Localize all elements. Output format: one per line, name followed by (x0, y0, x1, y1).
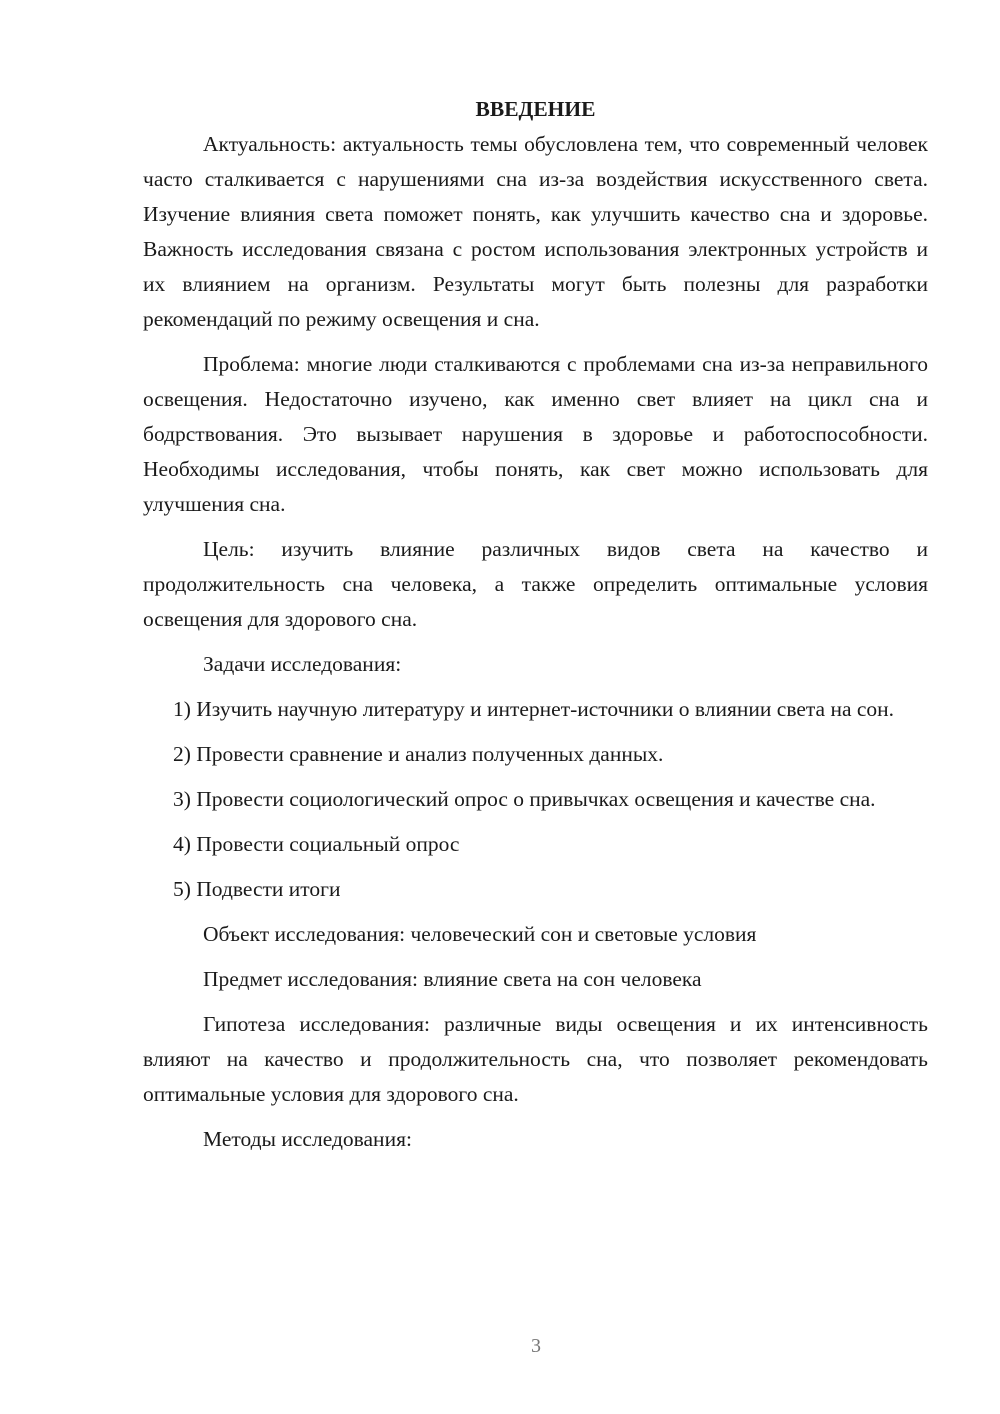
task-item-5: 5) Подвести итоги (173, 877, 341, 901)
research-subject: Предмет исследования: влияние света на сон человека (203, 967, 702, 991)
task-item-1: 1) Изучить научную литературу и интернет-источники о влиянии света на сон. (173, 697, 895, 721)
tasks-heading: Задачи исследования: (203, 652, 402, 676)
task-item-3: 3) Провести социологический опрос о привычках освещения и качестве сна. (173, 787, 876, 811)
document-page (143, 92, 928, 1157)
research-object: Объект исследования: человеческий сон и световые условия (203, 922, 757, 946)
page-number: 3 (531, 1335, 541, 1357)
paragraph-problem: Проблема: многие люди сталкиваются с проблемами сна из-за неправильного освещения. Недостаточно изучено, как именно свет влияет на цикл сна и бодрствования. Это вызывает нарушения в здоровье и работоспособности. Необходимы исследования, чтобы понять, как свет можно использовать для улучшения сна. (143, 352, 928, 516)
task-item-4: 4) Провести социальный опрос (173, 832, 460, 856)
paragraph-goal: Цель: изучить влияние различных видов света на качество и продолжительность сна человека, а также определить оптимальные условия освещения для здорового сна. (143, 537, 928, 631)
task-item-2: 2) Провести сравнение и анализ полученных данных. (173, 742, 664, 766)
methods-heading: Методы исследования: (203, 1127, 412, 1151)
research-hypothesis: Гипотеза исследования: различные виды освещения и их интенсивность влияют на качество и продолжительность сна, что позволяет рекомендовать оптимальные условия для здорового сна. (143, 1012, 928, 1106)
paragraph-relevance: Актуальность: актуальность темы обусловлена тем, что современный человек часто сталкивается с нарушениями сна из-за воздействия искусственного света. Изучение влияния света поможет понять, как улучшить качество сна и здоровье. Важность исследования связана с ростом использования электронных устройств и их влиянием на организм. Результаты могут быть полезны для разработки рекомендаций по режиму освещения и сна. (143, 132, 928, 331)
section-title: ВВЕДЕНИЕ (475, 97, 596, 121)
